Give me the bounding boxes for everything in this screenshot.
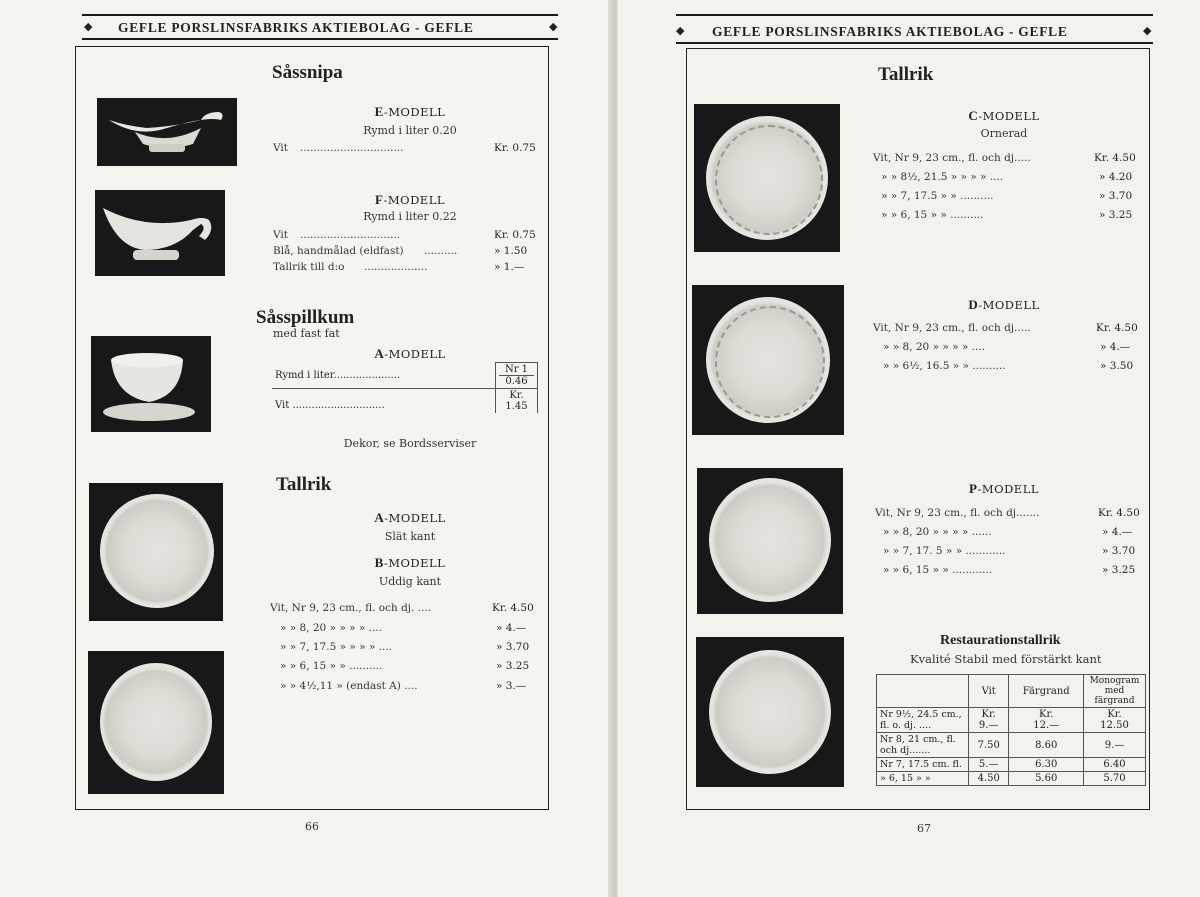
tallrik-title: Tallrik [276,474,332,495]
table-cell: 7.50 [969,733,1009,758]
volume-value: 0.46 [499,375,534,387]
nr-header: Nr 1 0.46 [496,363,538,389]
sauce-boat-e-photo [97,98,237,166]
plate-icon [709,650,831,774]
tallrik-row-price: » 3.70 [496,641,530,653]
row-label: » 6, 15 » » [877,772,969,786]
f-model-row-name: Tallrik till d:o [273,261,345,273]
p-model-row-name: Vit, Nr 9, 23 cm., fl. och dj....... [875,507,1040,519]
decor-note: Dekor, se Bordsserviser [343,437,477,450]
c-model-row-name: » » 7, 17.5 » » .......... [881,190,994,202]
d-model-row-name: » » 6½, 16.5 » » .......... [883,360,1006,372]
sauce-bowl-icon [91,336,211,432]
c-model-row-price: » 3.25 [1099,209,1133,221]
diamond-icon: ◆ [676,24,685,37]
row-label: Nr 9½, 24.5 cm., fl. o. dj. .... [877,708,969,733]
b-model-desc: Uddig kant [378,575,442,588]
c-model-desc: Ornerad [980,127,1028,140]
plate-icon [709,478,831,602]
a-model-heading: A-MODELL [374,346,446,361]
sauce-boat-f-photo [95,190,225,276]
e-model-row-dots: ............................... [300,142,404,154]
sasspillkum-table [272,362,538,413]
c-model-row-name: Vit, Nr 9, 23 cm., fl. och dj..... [873,152,1031,164]
c-model-row-name: » » 8½, 21.5 » » » » .... [881,171,1004,183]
row-label: Nr 7, 17.5 cm. fl. [877,758,969,772]
p-model-row-price: Kr. 4.50 [1098,507,1140,519]
a-model-desc: Slät kant [384,530,436,543]
b-model-heading: B-MODELL [374,555,446,570]
table-cell: Kr. 12.— [1009,708,1084,733]
running-header: GEFLE PORSLINSFABRIKS AKTIEBOLAG - GEFLE [712,24,1068,39]
ornate-plate-icon [706,297,830,423]
tallrik-row-price: » 4.— [496,622,527,634]
page-number: 66 [305,820,319,833]
tallrik-row-price: Kr. 4.50 [492,602,534,614]
plate-c-photo [694,104,840,252]
sassnipa-title: Såssnipa [272,62,343,83]
table-cell: Kr. 9.— [969,708,1009,733]
d-model-row-price: » 3.50 [1100,360,1134,372]
p-model-row-name: » » 8, 20 » » » » ...... [883,526,992,538]
price-cell: Kr. 1.45 [496,389,538,414]
sasspillkum-subtitle: med fast fat [273,327,340,340]
table-corner [877,675,969,708]
tallrik-row-price: » 3.25 [496,660,530,672]
a-model-heading: A-MODELL [374,510,446,525]
col-header-fargrand: Färgrand [1009,675,1084,708]
d-model-heading: D-MODELL [968,297,1040,312]
table-cell: Kr. 12.50 [1084,708,1146,733]
plate-d-photo [692,285,844,435]
d-model-row-name: Vit, Nr 9, 23 cm., fl. och dj..... [873,322,1031,334]
sauce-boat-icon [95,190,225,276]
plate-icon [100,663,212,781]
f-model-row-price: Kr. 0.75 [494,229,536,241]
c-model-row-name: » » 6, 15 » » .......... [881,209,984,221]
diamond-icon: ◆ [549,20,558,33]
c-model-heading: C-MODELL [968,108,1040,123]
tallrik-row-name: » » 6, 15 » » .......... [280,660,383,672]
price-value: 1.45 [505,401,528,412]
restaurant-title: Restaurationstallrik [940,633,1061,648]
c-model-row-price: Kr. 4.50 [1094,152,1136,164]
c-model-row-price: » 4.20 [1099,171,1133,183]
sasspillkum-title: Såsspillkum [256,307,355,328]
c-model-row-price: » 3.70 [1099,190,1133,202]
d-model-row-name: » » 8, 20 » » » » .... [883,341,985,353]
volume-label: Rymd i liter..................... [272,363,496,389]
p-model-row-name: » » 7, 17. 5 » » ............ [883,545,1006,557]
f-model-row-dots: .............................. [300,229,401,241]
f-model-volume: Rymd i liter 0.22 [363,210,457,223]
e-model-row-name: Vit [273,142,288,154]
f-model-row-price: » 1.— [494,261,525,273]
plate-b-photo [88,651,224,794]
table-cell: 4.50 [969,772,1009,786]
e-model-volume: Rymd i liter 0.20 [363,124,457,137]
tallrik-row-name: » » 8, 20 » » » » .... [280,622,382,634]
diamond-icon: ◆ [1143,24,1152,37]
header-rule-top [82,14,558,16]
ornate-plate-icon [706,116,828,240]
header-rule-bottom [82,38,558,40]
header-rule-bottom [676,42,1153,44]
plate-icon [100,494,214,608]
p-model-row-price: » 3.25 [1102,564,1136,576]
tallrik-title: Tallrik [878,64,934,85]
f-model-row-name: Blå, handmålad (eldfast) [273,245,404,257]
tallrik-row-name: » » 4½,11 » (endast A) .... [280,680,418,692]
f-model-row-dots: ................... [364,261,428,273]
table-cell: 6.40 [1084,758,1146,772]
page-number: 67 [917,822,931,835]
plate-p-photo [697,468,843,614]
table-cell: 6.30 [1009,758,1084,772]
p-model-row-name: » » 6, 15 » » ............ [883,564,993,576]
col-header-vit: Vit [969,675,1009,708]
tallrik-row-name: Vit, Nr 9, 23 cm., fl. och dj. .... [270,602,432,614]
p-model-row-price: » 4.— [1102,526,1133,538]
f-model-row-name: Vit [273,229,288,241]
row-label: Nr 8, 21 cm., fl. och dj....... [877,733,969,758]
e-model-row-price: Kr. 0.75 [494,142,536,154]
col-header-monogram: Monogram med färgrand [1084,675,1146,708]
plate-a-photo [89,483,223,621]
f-model-heading: F-MODELL [375,192,445,207]
restaurant-plate-photo [696,637,844,787]
p-model-heading: P-MODELL [969,481,1039,496]
header-rule-top [676,14,1153,16]
table-cell: 5.— [969,758,1009,772]
sauce-bowl-photo [91,336,211,432]
vit-label: Vit ............................. [272,389,496,414]
right-page [618,0,1200,897]
restaurant-table [876,674,1146,786]
restaurant-subtitle: Kvalité Stabil med förstärkt kant [910,652,1102,666]
table-cell: 8.60 [1009,733,1084,758]
sauce-boat-icon [97,98,237,166]
f-model-row-dots: .......... [424,245,458,257]
diamond-icon: ◆ [84,20,93,33]
tallrik-row-name: » » 7, 17.5 » » » » .... [280,641,392,653]
table-cell: 9.— [1084,733,1146,758]
table-cell: 5.60 [1009,772,1084,786]
p-model-row-price: » 3.70 [1102,545,1136,557]
e-model-heading: E-MODELL [374,104,446,119]
tallrik-row-price: » 3.— [496,680,527,692]
f-model-row-price: » 1.50 [494,245,528,257]
table-cell: 5.70 [1084,772,1146,786]
d-model-row-price: Kr. 4.50 [1096,322,1138,334]
d-model-row-price: » 4.— [1100,341,1131,353]
running-header: GEFLE PORSLINSFABRIKS AKTIEBOLAG - GEFLE [118,20,474,35]
